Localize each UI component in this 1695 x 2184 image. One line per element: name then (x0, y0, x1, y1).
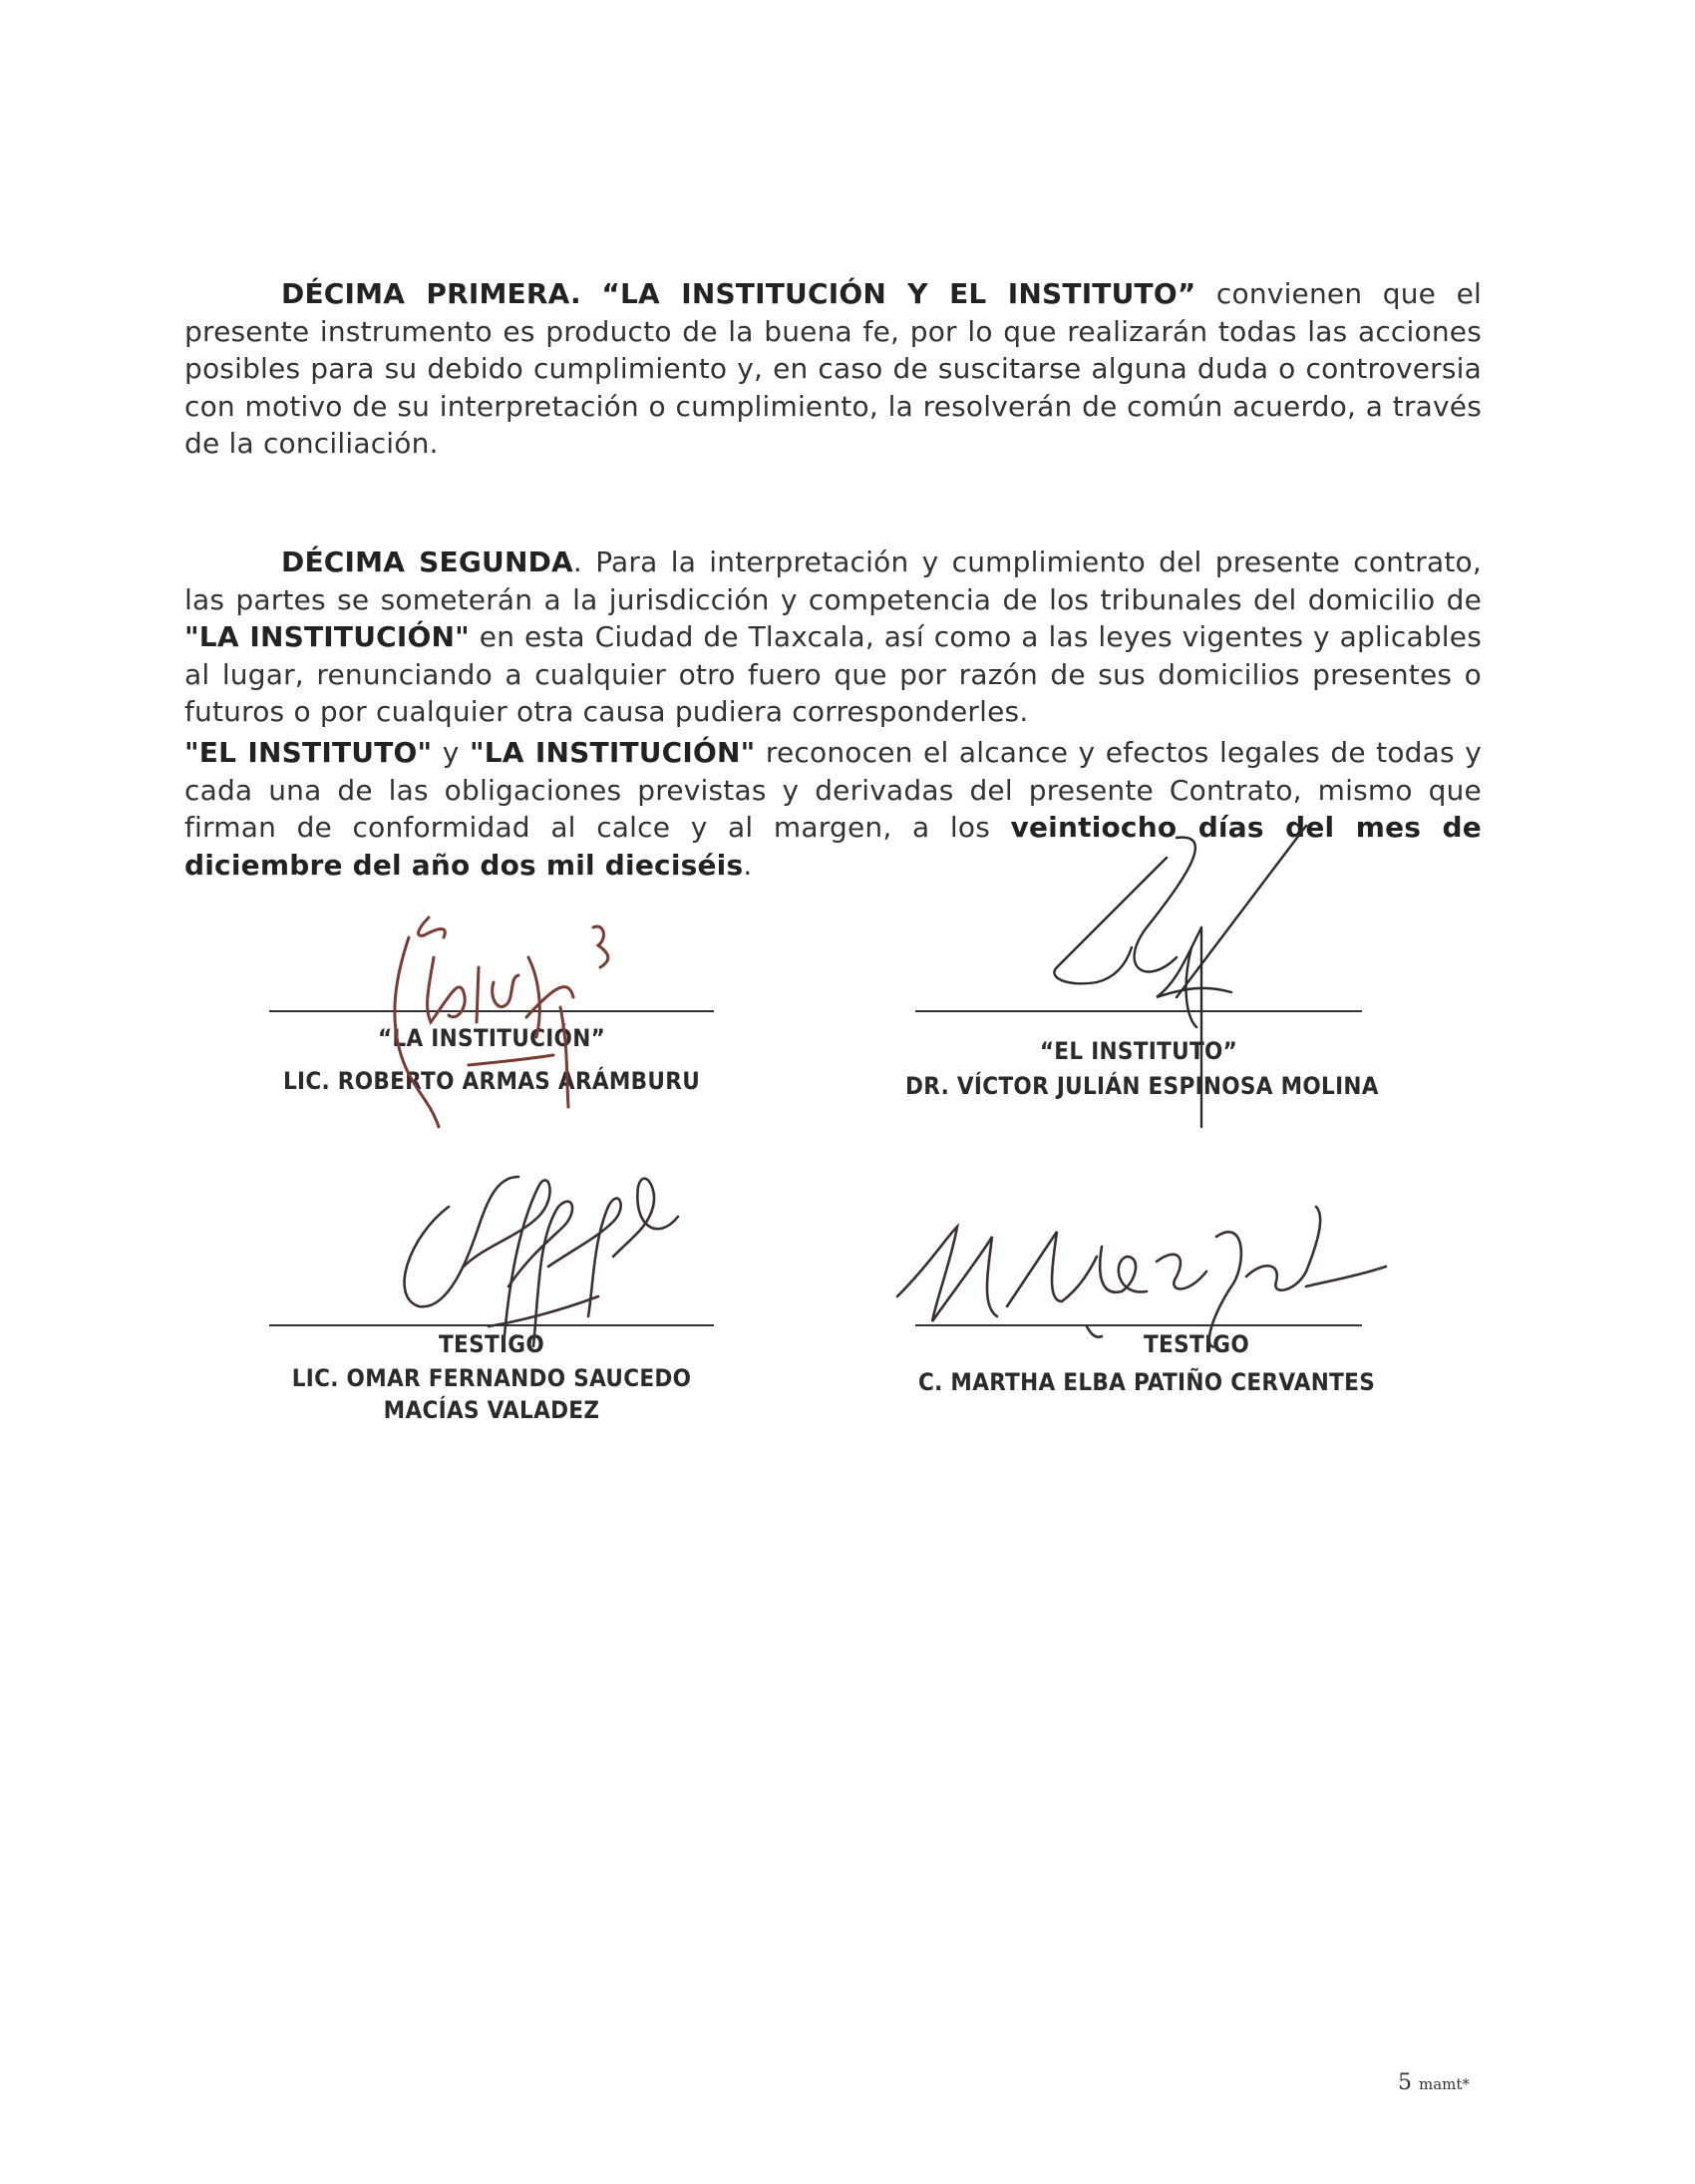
signature-name-instituto: DR. VÍCTOR JULIÁN ESPINOSA MOLINA (905, 1072, 1379, 1100)
handwritten-signature-testigo-1 (389, 1147, 708, 1366)
signature-role-testigo-1: TESTIGO (439, 1330, 544, 1358)
handwritten-signature-institucion (369, 898, 668, 1157)
signature-role-testigo-2: TESTIGO (1144, 1330, 1249, 1358)
signing-date: veintiocho días del mes de diciembre del año dos mil dieciséis (184, 811, 1482, 882)
signature-name-testigo-1-line-1: LIC. OMAR FERNANDO SAUCEDO (291, 1364, 692, 1392)
signature-name-testigo-1-line-2: MACÍAS VALADEZ (383, 1396, 600, 1424)
page-initials: mamt* (1419, 2075, 1470, 2093)
party-institucion: "LA INSTITUCIÓN" (469, 736, 756, 769)
parties-label: “LA INSTITUCIÓN Y EL INSTITUTO” (601, 277, 1196, 310)
handwritten-signature-instituto (1037, 818, 1336, 1137)
page-number (1398, 2070, 1470, 2095)
clause-heading: DÉCIMA SEGUNDA (281, 546, 573, 578)
clause-decima-primera (184, 275, 1482, 463)
page-number-value: 5 (1398, 2070, 1412, 2095)
closing-text: reconocen el alcance y efectos legales de todas y cada una de las obligaciones previstas y derivadas del presente Contrato, mismo que firman de conformidad al calce y al margen, a los (184, 736, 1482, 844)
clause-text-a: . Para la interpretación y cumplimiento del presente contrato, las partes se someterán a la jurisdicción y competencia de los tribunales del domicilio de (184, 546, 1482, 616)
conjunction: y (432, 736, 470, 769)
party-instituto: "EL INSTITUTO" (184, 736, 433, 769)
clause-heading: DÉCIMA PRIMERA. (281, 277, 581, 310)
signature-role-instituto: “EL INSTITUTO” (1039, 1037, 1238, 1065)
institution-label: "LA INSTITUCIÓN" (184, 620, 470, 653)
signature-name-testigo-2: C. MARTHA ELBA PATIÑO CERVANTES (917, 1368, 1376, 1396)
clause-decima-segunda (184, 544, 1482, 731)
signature-role-institucion: “LA INSTITUCIÓN” (377, 1024, 606, 1052)
handwritten-signature-testigo-2 (887, 1177, 1406, 1376)
clause-text-b: en esta Ciudad de Tlaxcala, así como a las leyes vigentes y aplicables al lugar, renunciando a cualquier otro fuero que por razón de sus domicilios presentes o futuros o por cualquier otra causa pudiera corresponderles. (184, 620, 1482, 728)
signature-name-institucion: LIC. ROBERTO ARMAS ARÁMBURU (282, 1067, 701, 1095)
clause-text: convienen que el presente instrumento es producto de la buena fe, por lo que realizarán todas las acciones posibles para su debido cumplimiento y, en caso de suscitarse alguna duda o controversia con motivo de su interpretación o cumplimiento, la resolverán de común acuerdo, a través de la conciliación. (184, 277, 1482, 460)
closing-end: . (743, 848, 753, 882)
